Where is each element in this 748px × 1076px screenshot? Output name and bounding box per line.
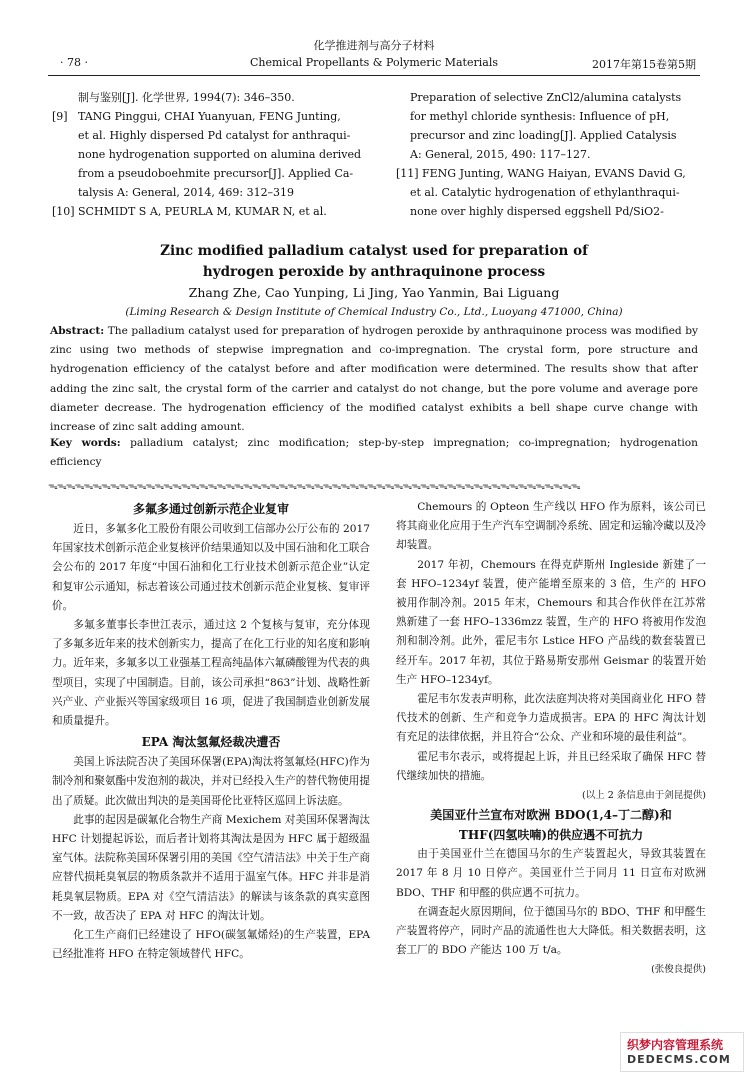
reference-number: [11] — [396, 167, 419, 180]
ornamental-divider: ᯓᯓᯓᯓᯓᯓᯓᯓᯓᯓᯓᯓᯓᯓᯓᯓᯓᯓᯓᯓᯓᯓᯓᯓᯓᯓᯓᯓᯓᯓᯓᯓᯓᯓᯓᯓᯓᯓᯓᯓᯓᯓᯓᯓᯓᯓᯓᯓᯓᯓᯓᯓᯓᯓᯓᯓᯓᯓᯓᯓ — [48, 482, 580, 492]
news-paragraph: 2017 年初，Chemours 在得克萨斯州 Ingleside 新建了一套 HFO–1234yf 装置，使产能增至原来的 3 倍，生产的 HFO 被用作制冷剂。2015 年末，Chemours 和其合作伙伴在江苏常熟新建了一套 HFO–1336mzz 装置，生产的 HFO 将被用作发泡剂和制冷剂。此外，霍尼韦尔 Lstice HFO 产品线的数套装置已经开车。2017 年初，其位于路易斯安那州 Geismar 的装置开始生产 HFO–1234yf。 — [396, 558, 706, 686]
keywords — [50, 434, 698, 472]
reference-line: none over highly dispersed eggshell Pd/SiO2- — [410, 205, 664, 218]
abstract — [50, 322, 698, 437]
reference-number: [9] — [52, 110, 68, 123]
news-paragraph: 由于美国亚什兰在德国马尔的生产装置起火，导致其装置在 2017 年 8 月 10 日停产。美国亚什兰于同月 11 日宣布对欧洲 BDO、THF 和甲醛的供应遇不可抗力。 — [396, 848, 706, 899]
reference-11 — [396, 164, 706, 183]
page-number: · 78 · — [60, 56, 88, 69]
reference-number: [10] — [52, 205, 75, 218]
reference-line: Preparation of selective ZnCl2/alumina catalysts — [410, 91, 682, 104]
reference-line: precursor and zinc loading[J]. Applied Catalysis — [410, 129, 677, 142]
authors: Zhang Zhe, Cao Yunping, Li Jing, Yao Yanmin, Bai Liguang — [188, 285, 560, 300]
watermark-text: 织梦内容管理系统 — [627, 1038, 724, 1052]
english-title-line-1: Zinc modified palladium catalyst used for preparation of — [160, 243, 588, 259]
reference-line: talysis A: General, 2014, 469: 312–319 — [78, 186, 295, 199]
news-paragraph: 霍尼韦尔发表声明称，此次法庭判决将对美国商业化 HFO 替代技术的创新、生产和竞争力造成损害。EPA 的 HFC 淘汰计划有充足的法律依据，并且符合“公众、产业和环境的最佳利益”。 — [396, 693, 706, 744]
news-paragraph: 多氟多董事长李世江表示，通过这 2 个复核与复审，充分体现了多氟多近年来的技术创新实力，提高了在化工行业的知名度和影响力。近年来，多氟多以工业强基工程高纯晶体六氟磷酸锂为代表的典型项目，实现了中国制造。目前，该公司承担“863”计划、战略性新兴产业、产业振兴等国家级项目 16 项，促进了我国制造业创新发展和质量提升。 — [52, 619, 370, 728]
keywords-text: palladium catalyst; zinc modification; step-by-step impregnation; co-impregnation; hydrogenation efficiency — [50, 437, 698, 469]
watermark-url: DEDECMS.COM — [627, 1053, 731, 1066]
news-paragraph: Chemours 的 Opteon 生产线以 HFO 作为原料，该公司已将其商业化应用于生产汽车空调制冷系统、固定和运输冷藏以及冷却装置。 — [396, 501, 706, 552]
reference-text: SCHMIDT S A, PEURLA M, KUMAR N, et al. — [78, 205, 327, 218]
news-paragraph: 此事的起因是碳氟化合物生产商 Mexichem 对美国环保署淘汰 HFC 计划提起诉讼，而后者计划将其淘汰是因为 HFC 属于超级温室气体。法院称美国环保署引用的美国《空气清洁法》中关于生产商应替代损耗臭氧层的物质条款并不适用于温室气体。HFC 并非是消耗臭氧层物质。EPA 对《空气清洁法》的解读与该条款的真实意图不一致，故否决了 EPA 对 HFC 的淘汰计划。 — [52, 813, 370, 922]
news-paragraph: 近日，多氟多化工股份有限公司收到工信部办公厅公布的 2017 年国家技术创新示范企业复核评价结果通知以及中国石油和化工联合会公布的 2017 年度“中国石油和化工行业技术创新示范企业”认定和复审公示通知，标志着该公司通过技术创新示范企业复核、复审评价。 — [52, 523, 370, 612]
keywords-label: Key words: — [50, 437, 121, 449]
news-paragraph: 化工生产商们已经建设了 HFO(碳氢氟烯烃)的生产装置，EPA 已经批准将 HFO 在特定领域替代 HFC。 — [52, 929, 370, 961]
reference-line: A: General, 2015, 490: 117–127. — [410, 148, 591, 161]
news-paragraph: 美国上诉法院否决了美国环保署(EPA)淘汰将氢氟烃(HFC)作为制冷剂和聚氨酯中发泡剂的裁决，并对已经投入生产的替代物使用提出了质疑。此次做出判决的是美国哥伦比亚特区巡回上诉法庭。 — [52, 756, 370, 807]
reference-line: for methyl chloride synthesis: Influence of pH, — [410, 110, 670, 123]
reference-10 — [52, 202, 370, 221]
news-paragraph: 在调查起火原因期间，位于德国马尔的 BDO、THF 和甲醛生产装置将停产，同时产品的流通性也大大降低。相关数据表明，这套工厂的 BDO 产能达 100 万 t/a。 — [396, 905, 706, 957]
news-heading: 多氟多通过创新示范企业复审 — [132, 502, 289, 516]
reference-text: TANG Pinggui, CHAI Yuanyuan, FENG Junting, — [78, 110, 341, 123]
journal-title-en: Chemical Propellants & Polymeric Materials — [250, 56, 498, 69]
header-rule — [48, 75, 700, 76]
reference-line: et al. Highly dispersed Pd catalyst for anthraqui- — [78, 129, 351, 142]
reference-9 — [52, 107, 370, 126]
reference-text: FENG Junting, WANG Haiyan, EVANS David G, — [422, 167, 686, 180]
watermark-logo — [620, 1032, 744, 1072]
affiliation: (Liming Research & Design Institute of Chemical Industry Co., Ltd., Luoyang 471000, China) — [125, 306, 623, 318]
issue-info: 2017年第15卷第5期 — [592, 58, 696, 71]
references-right — [396, 88, 706, 221]
english-title-line-2: hydrogen peroxide by anthraquinone process — [202, 264, 546, 280]
news-heading: EPA 淘汰氢氟烃裁决遭否 — [141, 735, 281, 750]
news-column-left — [52, 498, 370, 964]
journal-title-cn: 化学推进剂与高分子材料 — [313, 39, 435, 52]
abstract-label: Abstract: — [50, 325, 105, 337]
news-heading: 美国亚什兰宣布对欧洲 BDO(1,4–丁二醇)和 — [430, 808, 672, 823]
news-column-right — [396, 498, 706, 980]
reference-8-tail: 制与鉴别[J]. 化学世界, 1994(7): 346–350. — [78, 91, 295, 104]
news-source: (张俊良提供) — [651, 964, 706, 976]
news-source: (以上 2 条信息由于剑昆提供) — [582, 790, 706, 802]
reference-line: et al. Catalytic hydrogenation of ethylanthraqui- — [410, 186, 680, 199]
reference-line: none hydrogenation supported on alumina derived — [78, 148, 362, 161]
news-heading: THF(四氢呋喃)的供应遇不可抗力 — [458, 828, 644, 843]
abstract-text: The palladium catalyst used for preparation of hydrogen peroxide by anthraquinone process was modified by zinc using two methods of stepwise impregnation and co-impregnation. The crystal form, pore structure and hydrogenation efficiency of the catalyst before and after modification were determined. The results show that after adding the zinc salt, the crystal form of the carrier and catalyst do not change, but the pore volume and average pore diameter decrease. The hydrogenation efficiency of the modified catalyst exhibits a bell shape curve change with increase of zinc salt adding amount. — [50, 325, 698, 434]
references-left — [52, 88, 370, 221]
reference-line: from a pseudoboehmite precursor[J]. Applied Ca- — [78, 167, 354, 180]
news-paragraph: 霍尼韦尔表示，或将提起上诉，并且已经采取了确保 HFC 替代继续加快的措施。 — [396, 750, 706, 782]
